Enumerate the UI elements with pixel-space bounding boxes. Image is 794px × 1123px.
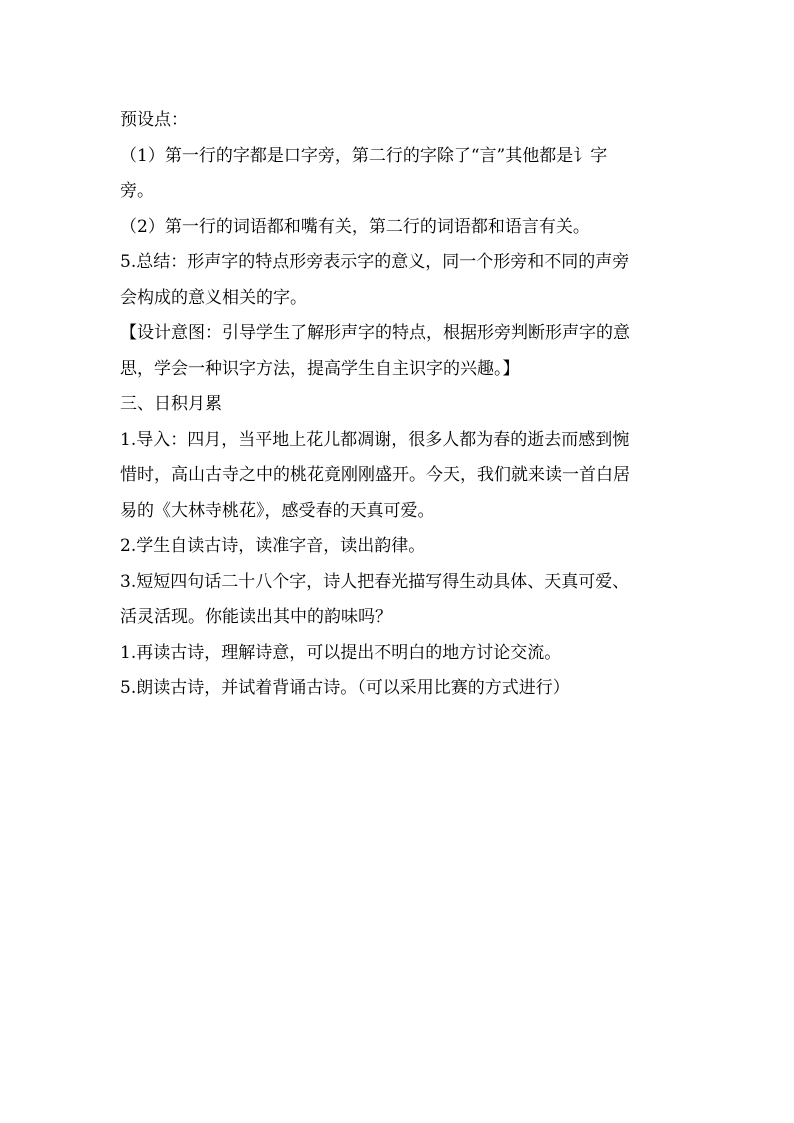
text-line: 思，学会一种识字方法，提高学生自主识字的兴趣。】 [120, 358, 520, 379]
section-heading: 三、日积月累 [120, 394, 222, 414]
text-line: 5.朗读古诗，并试着背诵古诗。（可以采用比赛的方式进行） [120, 678, 570, 698]
text-line-preset-points: 预设点： [120, 110, 188, 130]
text-line: （2）第一行的词语都和嘴有关，第二行的词语都和语言有关。 [120, 216, 590, 237]
text-line: 活灵活现。你能读出其中的韵味吗？ [120, 607, 392, 627]
text-line: 惜时，高山古寺之中的桃花竟刚刚盛开。今天，我们就来读一首白居 [120, 465, 630, 485]
text-line: 旁。 [120, 181, 154, 201]
text-line: 会构成的意义相关的字。 [120, 287, 307, 308]
text-line-summary: 5.总结：形声字的特点形旁表示字的意义，同一个形旁和不同的声旁 [120, 252, 630, 272]
text-line-design-intent: 【设计意图：引导学生了解形声字的特点，根据形旁判断形声字的意 [120, 323, 630, 343]
text-line: 2.学生自读古诗，读准字音，读出韵律。 [120, 536, 426, 556]
text-line: 1.导入：四月，当平地上花儿都凋谢，很多人都为春的逝去而感到惋 [120, 429, 630, 450]
text-line: （1）第一行的字都是口字旁，第二行的字除了“言”其他都是讠字 [120, 145, 608, 166]
text-line: 易的《大林寺桃花》，感受春的天真可爱。 [120, 500, 435, 521]
document-body [120, 103, 680, 707]
text-line: 1.再读古诗，理解诗意，可以提出不明白的地方讨论交流。 [120, 642, 562, 663]
text-line: 3.短短四句话二十八个字，诗人把春光描写得生动具体、天真可爱、 [120, 571, 630, 592]
